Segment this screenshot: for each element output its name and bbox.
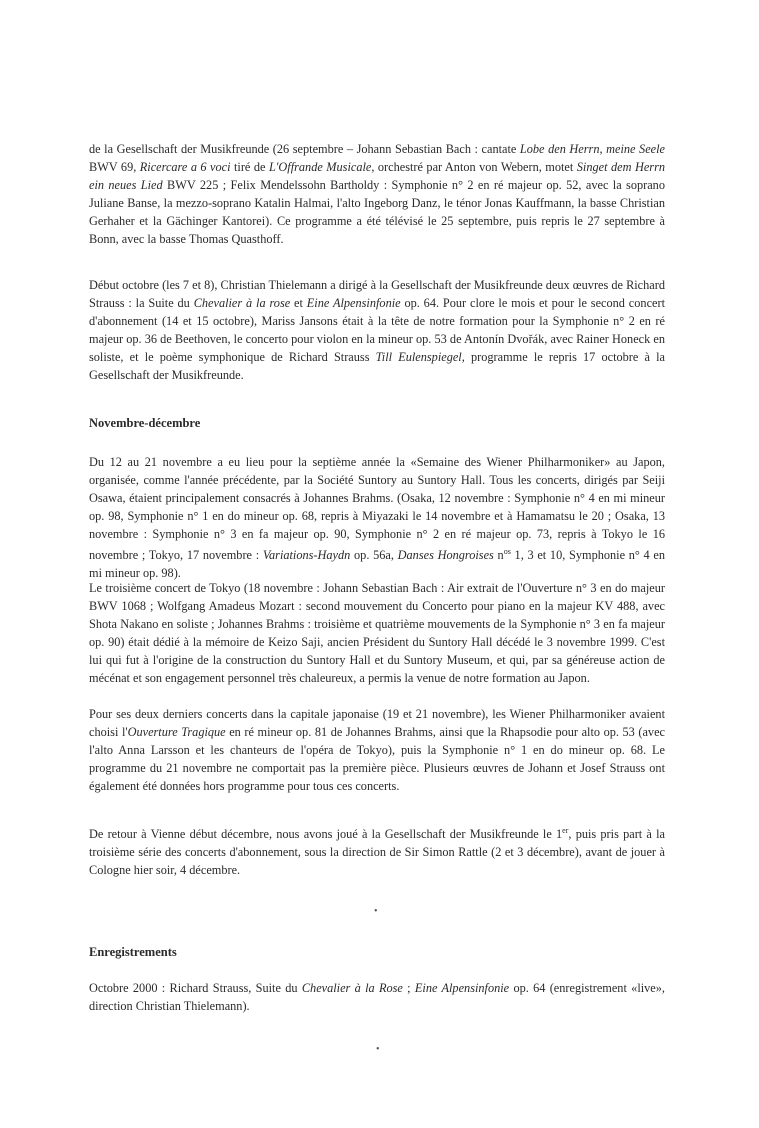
paragraph-bach-mendelssohn: de la Gesellschaft der Musikfreunde (26 septembre – Johann Sebastian Bach : cantate Lobe den Herrn, meine Seele BWV 69, Ricercare a 6 voci tiré de L'Offrande Musicale, orchestré par Anton von Webern, motet Singet dem Herrn ein neues Lied BWV 225 ; Felix Mendelssohn Bartholdy : Symphonie n° 2 en ré majeur op. 52, avec la soprano Juliane Banse, la mezzo-soprano Katalin Halmai, l'alto Ingeborg Danz, le ténor Jonas Kauffmann, la basse Christian Gerhaher et la Gächinger Kantorei). Ce programme a été télévisé le 25 septembre, puis repris le 27 septembre à Bonn, avec la basse Thomas Quasthoff. xyxy=(89,142,665,246)
paragraph-return-vienna: De retour à Vienne début décembre, nous avons joué à la Gesellschaft der Musikfreunde le 1er, puis pris part à la troisième série des concerts d'abonnement, sous la direction de Sir Simon Rattle (2 et 3 décembre), avant de jouer à Cologne hier soir, 4 décembre. xyxy=(89,826,665,878)
paragraph-last-japan-concerts: Pour ses deux derniers concerts dans la capitale japonaise (19 et 21 novembre), les Wiener Philharmoniker avaient choisi l'Ouverture Tragique en ré mineur op. 81 de Johannes Brahms, ainsi que la Rhapsodie pour alto op. 53 (avec l'alto Anna Larsson et les chanteurs de l'opéra de Tokyo), puis la Symphonie n° 1 en do mineur op. 68. Le programme du 21 novembre ne comportait pas la première pièce. Plusieurs œuvres de Johann et Josef Strauss ont également été données hors programme pour tous ces concerts. xyxy=(89,707,665,793)
separator-mark: • xyxy=(374,906,378,917)
paragraph-tokyo-third-concert: Le troisième concert de Tokyo (18 novembre : Johann Sebastian Bach : Air extrait de l'Ouverture n° 3 en do majeur BWV 1068 ; Wolfgang Amadeus Mozart : second mouvement du Concerto pour piano en la majeur KV 488, avec Shota Nakano en soliste ; Johannes Brahms : troisième et quatrième mouvements de la Symphonie n° 3 en fa majeur op. 90) était dédié à la mémoire de Keizo Saji, ancien Président du Suntory Hall décédé le 3 novembre 1999. C'est lui qui fut à l'origine de la construction du Suntory Hall et du Suntory Museum, et qui, par sa généreuse action de mécénat et son engagement personnel très chaleureux, a permis la venue de notre formation au Japon. xyxy=(89,581,665,685)
section-heading-recordings: Enregistrements xyxy=(89,945,177,959)
paragraph-japan-tour: Du 12 au 21 novembre a eu lieu pour la septième année la «Semaine des Wiener Philharmoniker» au Japon, organisée, comme l'année précédente, par la Société Suntory au Suntory Hall. Tous les concerts, dirigés par Seiji Osawa, étaient principalement consacrés à Johannes Brahms. (Osaka, 12 novembre : Symphonie n° 4 en mi mineur op. 98, Symphonie n° 1 en do mineur op. 68, repris à Miyazaki le 14 novembre et à Hamamatsu le 20 ; Osaka, 13 novembre : Symphonie n° 3 en fa majeur op. 90, Symphonie n° 2 en ré majeur op. 73, repris à Tokyo le 16 novembre ; Tokyo, 17 novembre : Variations-Haydn op. 56a, Danses Hongroises $n^{os}$ 1, 3 et 10, Symphonie n° 4 en mi mineur op. 98). xyxy=(89,455,665,581)
separator-mark: • xyxy=(376,1044,380,1055)
paragraph-recording: Octobre 2000 : Richard Strauss, Suite du Chevalier à la Rose ; Eine Alpensinfonie op. 64 (enregistrement «live», direction Christian Thielemann). xyxy=(89,981,665,1013)
section-heading-november-december: Novembre-décembre xyxy=(89,416,201,430)
paragraph-october: Début octobre (les 7 et 8), Christian Thielemann a dirigé à la Gesellschaft der Musikfreunde deux œuvres de Richard Strauss : la Suite du Chevalier à la rose et Eine Alpensinfonie op. 64. Pour clore le mois et pour le second concert d'abonnement (14 et 15 octobre), Mariss Jansons était à la tête de notre formation pour la Symphonie n° 2 en ré majeur op. 36 de Beethoven, le concerto pour violon en la mineur op. 53 de Antonín Dvořák, avec Rainer Honeck en soliste, et le poème symphonique de Richard Strauss Till Eulenspiegel, programme le repris 17 octobre à la Gesellschaft der Musikfreunde. xyxy=(89,278,665,382)
